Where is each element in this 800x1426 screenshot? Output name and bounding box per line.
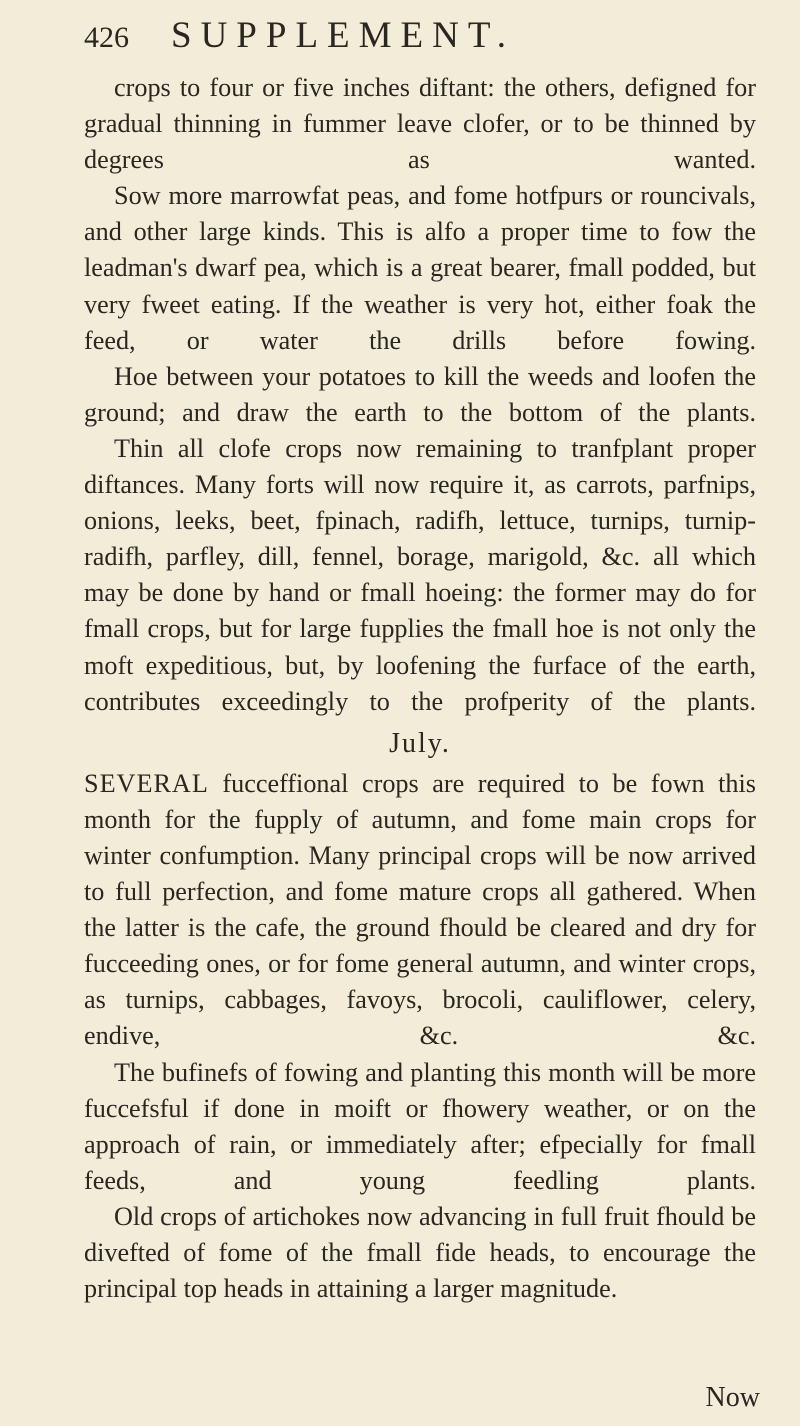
paragraph-artichokes: Old crops of artichokes now advancing in full fruit fhould be divefted of fome of the fmall fide heads, to encourage the principal top heads in attaining a larger magnitude. — [84, 1201, 756, 1304]
paragraph-sowing: The bufinefs of fowing and planting this month will be more fuccefsful if done in moift or fhowery weather, or on the approach of rain, or immediately after; efpecially for fmall feeds, and young feedling plants. — [84, 1057, 756, 1195]
running-title: SUPPLEMENT. — [171, 15, 515, 56]
body-text — [84, 70, 756, 1307]
paragraph-potatoes: Hoe between your potatoes to kill the weeds and loofen the ground; and draw the earth to the bottom of the plants. — [84, 361, 756, 427]
lead-word: SEVERAL — [84, 768, 209, 798]
paragraph-thinning: Thin all clofe crops now remaining to tranfplant proper diftances. Many forts will now require it, as carrots, parfnips, onions, leeks, beet, fpinach, radifh, lettuce, turnips, turnip-radifh, parfley, dill, fennel, borage, marigold, &c. all which may be done by hand or fmall hoeing: the former may do for fmall crops, but for large fupplies the fmall hoe is not only the moft expeditious, but, by loofening the furface of the earth, contributes exceedingly to the profperity of the plants. — [84, 433, 756, 716]
paragraph-peas: Sow more marrowfat peas, and fome hotfpurs or rouncivals, and other large kinds. This is alfo a proper time to fow the leadman's dwarf pea, which is a great bearer, fmall podded, but very fweet eating. If the weather is very hot, either foak the feed, or water the drills before fowing. — [84, 181, 756, 355]
paragraph-continued: crops to four or five inches diftant: the others, defigned for gradual thinning in fummer leave clofer, or to be thinned by degrees as wanted. — [84, 73, 756, 175]
page-header — [84, 14, 760, 66]
catchword: Now — [705, 1382, 760, 1413]
page-number: 426 — [84, 21, 129, 54]
paragraph-july-intro-text: fucceffional crops are required to be fown this month for the fupply of autumn, and fome main crops for winter confumption. Many principal crops will be now arrived to full perfection, and fome mature crops all gathered. When the latter is the cafe, the ground fhould be cleared and dry for fucceeding ones, or for fome general autumn, and winter crops, as turnips, cabbages, favoys, brocoli, cauliflower, celery, endive, &c. &c. — [84, 768, 756, 1051]
paragraph-july-intro — [84, 766, 756, 1055]
month-heading: July. — [389, 727, 451, 759]
